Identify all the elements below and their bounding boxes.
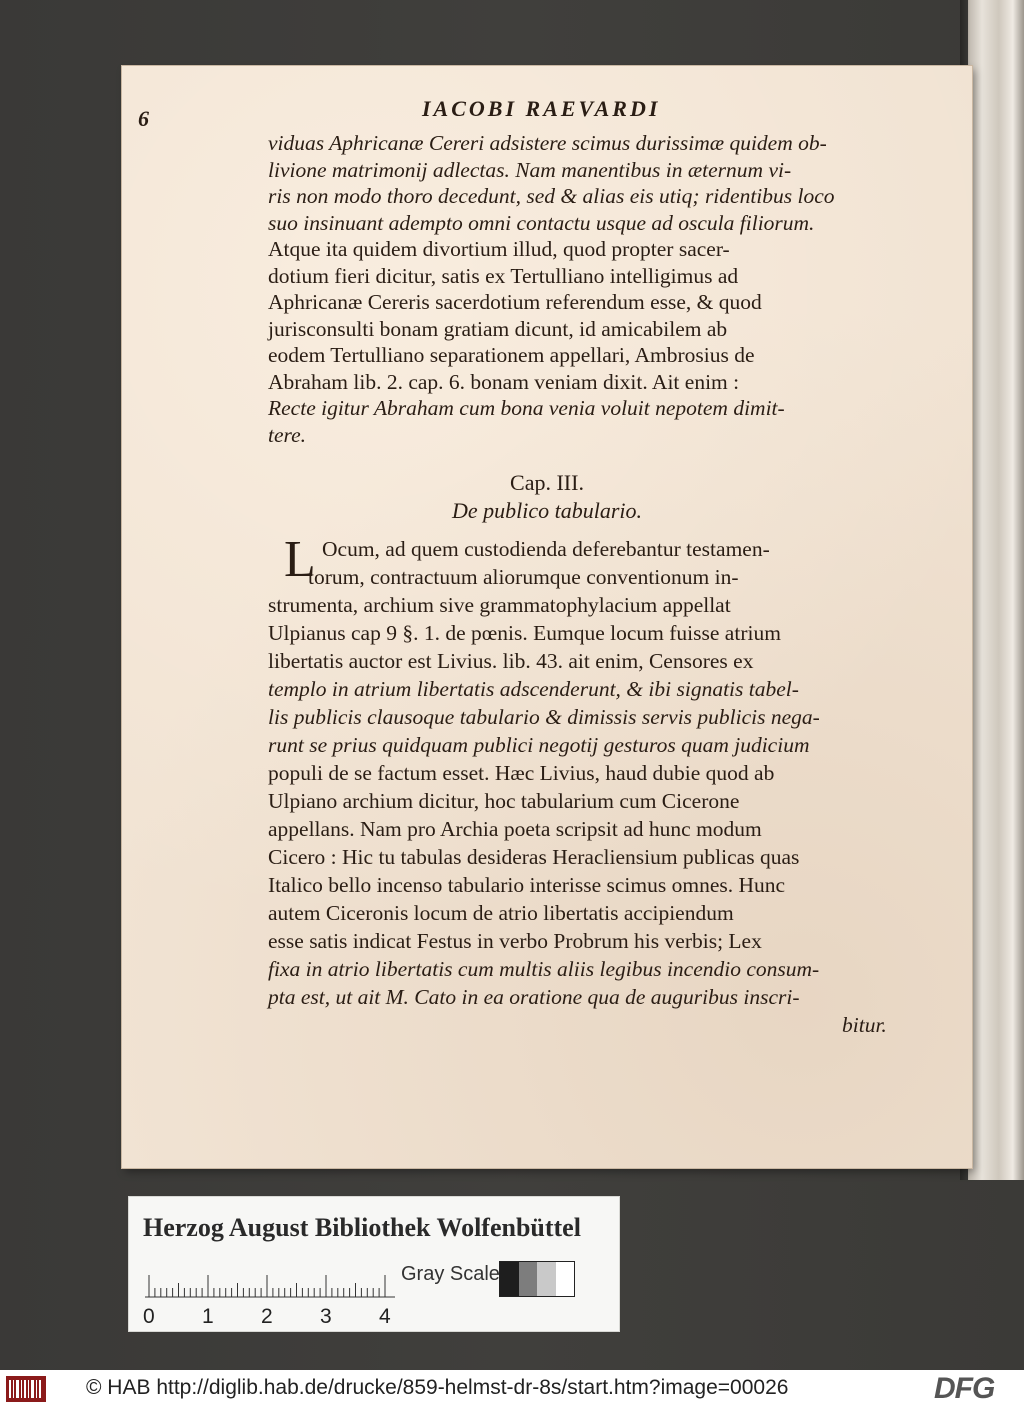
text-line: fixa in atrio libertatis cum multis aliis legibus incendio consum- xyxy=(268,957,820,981)
footer-bar xyxy=(0,1370,1024,1408)
text-line: dotium fieri dicitur, satis ex Tertulliano intelligimus ad xyxy=(268,263,739,288)
text-line: templo in atrium libertatis adscenderunt, & ibi signatis tabel- xyxy=(268,677,799,701)
text-line: appellans. Nam pro Archia poeta scripsit ad hunc modum xyxy=(268,817,762,841)
ruler-number: 3 xyxy=(320,1305,332,1328)
ruler-number: 4 xyxy=(379,1305,391,1328)
text-line: bitur. xyxy=(842,1013,887,1037)
footer-source-link[interactable]: © HAB http://diglib.hab.de/drucke/859-helmst-dr-8s/start.htm?image=00026 xyxy=(86,1376,789,1399)
ruler-number: 1 xyxy=(202,1305,214,1328)
text-line: libertatis auctor est Livius. lib. 43. ait enim, Censores ex xyxy=(268,649,754,673)
ruler-number: 2 xyxy=(261,1305,273,1328)
gray-swatch xyxy=(519,1262,538,1296)
card-title: Herzog August Bibliothek Wolfenbüttel xyxy=(143,1213,581,1242)
barcode-icon xyxy=(6,1376,46,1402)
gray-scale-label: Gray Scale xyxy=(401,1263,500,1285)
text-line: torum, contractuum aliorumque conventionum in- xyxy=(308,565,739,589)
text-line: livione matrimonij adlectas. Nam manentibus in æternum vi- xyxy=(268,157,792,182)
text-line: esse satis indicat Festus in verbo Probrum his verbis; Lex xyxy=(268,929,762,953)
gray-swatch xyxy=(500,1262,519,1296)
text-line: suo insinuant adempto omni contactu usque ad oscula filiorum. xyxy=(268,210,815,235)
book-page-edges xyxy=(968,0,1024,1180)
gray-swatch xyxy=(556,1262,575,1296)
ruler-scale xyxy=(145,1263,395,1299)
text-line: pta est, ut ait M. Cato in ea oratione qua de auguribus inscri- xyxy=(268,985,800,1009)
text-line: Ocum, ad quem custodienda deferebantur testamen- xyxy=(322,537,770,561)
dfg-logo: DFG xyxy=(934,1372,995,1405)
running-head: IACOBI RAEVARDI xyxy=(422,96,661,121)
drop-cap: L xyxy=(284,531,316,588)
ruler-number: 0 xyxy=(143,1305,155,1328)
text-line: runt se prius quidquam publici negotij gesturos quam judicium xyxy=(268,733,810,757)
text-line: ris non modo thoro decedunt, sed & alias eis utiq; ridentibus loco xyxy=(268,184,835,208)
text-line: autem Ciceronis locum de atrio libertatis accipiendum xyxy=(268,901,734,925)
text-line: populi de se factum esset. Hæc Livius, haud dubie quod ab xyxy=(268,761,775,785)
gray-scale-swatches xyxy=(499,1261,575,1297)
page-number: 6 xyxy=(138,106,149,131)
text-line: Ulpiano archium dicitur, hoc tabularium cum Cicerone xyxy=(268,789,740,813)
text-line: jurisconsulti bonam gratiam dicunt, id amicabilem ab xyxy=(268,316,728,341)
book-page xyxy=(122,66,972,1168)
text-line: Italico bello incenso tabulario interisse scimus omnes. Hunc xyxy=(268,873,786,897)
chapter-title: Cap. III. xyxy=(510,470,584,495)
text-line: eodem Tertulliano separationem appellari, Ambrosius de xyxy=(268,343,755,367)
color-scale-card xyxy=(128,1196,620,1332)
text-line: strumenta, archium sive grammatophylacium appellat xyxy=(268,593,731,617)
text-line: Aphricanæ Cereris sacerdotium referendum esse, & quod xyxy=(268,290,762,314)
text-line: Atque ita quidem divortium illud, quod propter sacer- xyxy=(268,237,730,261)
text-line: Ulpianus cap 9 §. 1. de pœnis. Eumque locum fuisse atrium xyxy=(268,621,781,645)
text-line: viduas Aphricanæ Cereri adsistere scimus durissimæ quidem ob- xyxy=(268,131,827,155)
text-line: lis publicis clausoque tabulario & dimissis servis publicis nega- xyxy=(268,705,820,729)
text-line: Abraham lib. 2. cap. 6. bonam veniam dixit. Ait enim : xyxy=(268,369,740,394)
text-line: Cicero : Hic tu tabulas desideras Heracliensium publicas quas xyxy=(268,845,800,869)
text-line: Recte igitur Abraham cum bona venia voluit nepotem dimit- xyxy=(268,396,785,420)
gray-swatch xyxy=(537,1262,556,1296)
section-title: De publico tabulario. xyxy=(451,498,643,523)
text-line: tere. xyxy=(268,422,307,447)
